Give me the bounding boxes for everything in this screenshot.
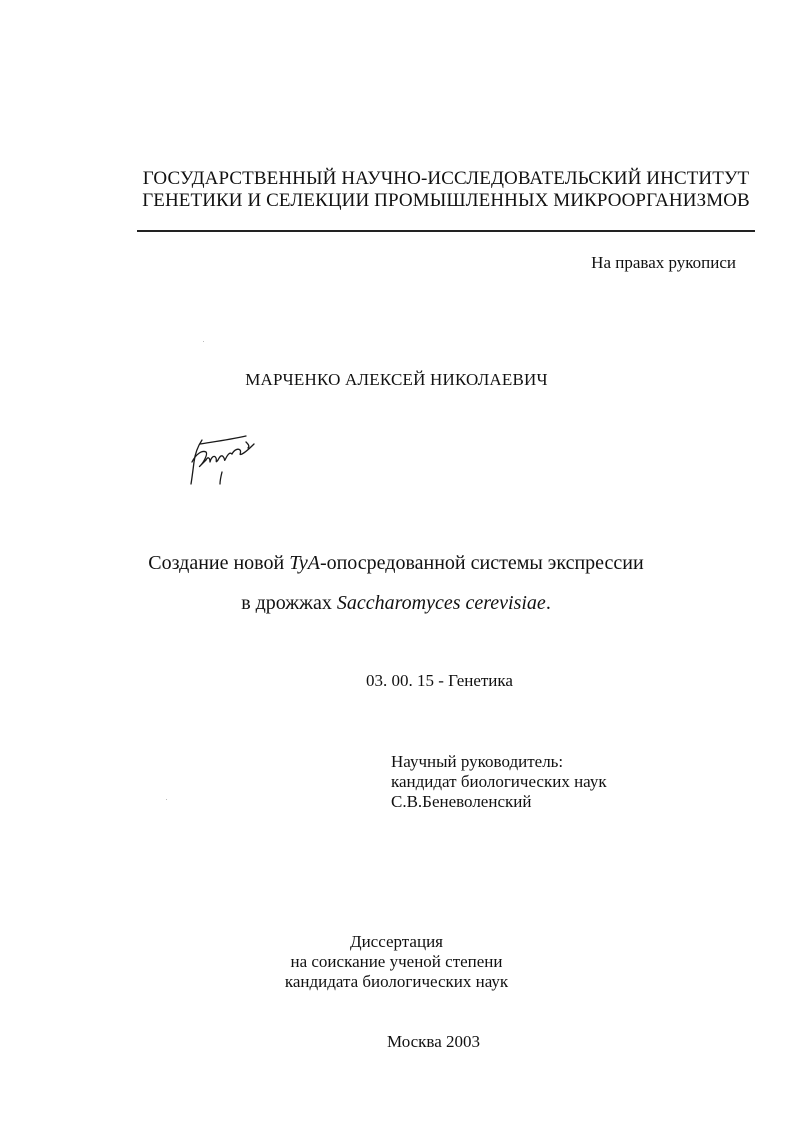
title-line-2-prefix: в дрожжах [241,592,337,614]
header-divider [137,230,755,232]
title-line-2-suffix: . [545,592,551,614]
institution-header [140,168,752,212]
dissertation-line-3: кандидата биологических наук [284,972,509,991]
dissertation-line-1: Диссертация [349,932,443,951]
specialty-code: 03. 00. 15 - Генетика [366,671,513,690]
supervisor-label: Научный руководитель: [391,752,564,771]
dissertation-block [0,932,793,992]
author-name: МАРЧЕНКО АЛЕКСЕЙ НИКОЛАЕВИЧ [245,370,548,389]
title-line-2-italic: Saccharomyces cerevisiae [336,592,546,614]
scan-speck [166,799,167,800]
scan-speck [203,341,204,342]
dissertation-line-2: на соискание ученой степени [290,952,503,971]
handwritten-signature [188,432,260,490]
title-line-1-suffix: -опосредованной системы экспрессии [319,552,644,574]
supervisor-name: С.В.Беневоленский [391,792,532,811]
title-line-1-italic: TyA [289,552,320,574]
city-year: Москва 2003 [387,1032,481,1051]
title-line-1-prefix: Создание новой [148,552,290,574]
supervisor-degree: кандидат биологических наук [391,772,607,791]
rights-note: На правах рукописи [591,253,736,272]
thesis-title-line-1 [0,552,793,575]
thesis-title-line-2 [0,592,793,615]
institution-line-1: ГОСУДАРСТВЕННЫЙ НАУЧНО-ИССЛЕДОВАТЕЛЬСКИЙ ИНСТИТУТ [142,168,750,189]
institution-line-2: ГЕНЕТИКИ И СЕЛЕКЦИИ ПРОМЫШЛЕННЫХ МИКРООРГАНИЗМОВ [142,190,750,211]
supervisor-block [391,752,607,812]
